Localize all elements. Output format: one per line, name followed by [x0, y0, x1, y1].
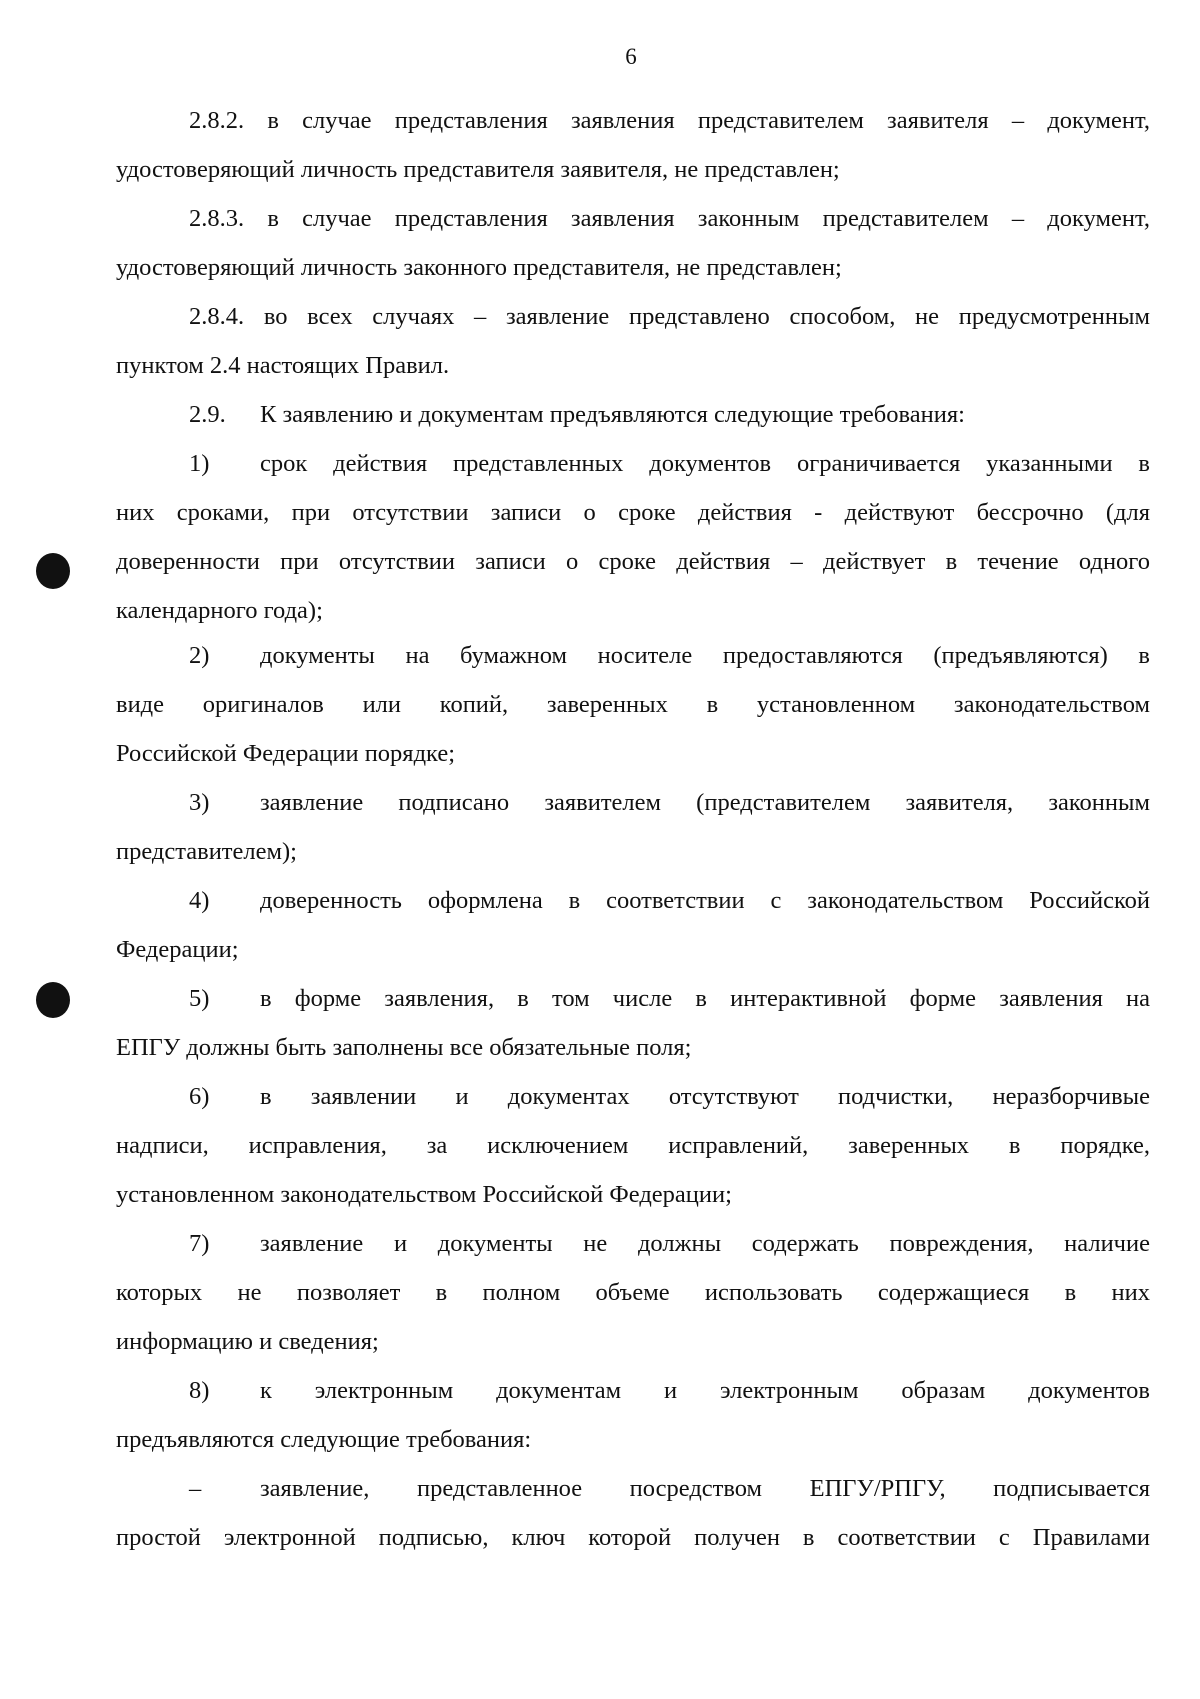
- document-body: [116, 96, 1150, 1562]
- punch-hole-bottom: [36, 982, 70, 1018]
- item-line: Российской Федерации порядке;: [116, 740, 456, 767]
- item-number: 3): [189, 789, 210, 816]
- item-line: к электронным документам и электронным образам документов: [260, 1377, 1150, 1404]
- list-item: [116, 876, 1150, 925]
- punch-hole-top: [36, 553, 70, 589]
- item-number: 4): [189, 887, 210, 914]
- list-item: [116, 631, 1150, 680]
- item-line: предъявляются следующие требования:: [116, 1426, 532, 1453]
- item-line: них сроками, при отсутствии записи о сроке действия - действуют бессрочно (для: [116, 499, 1150, 526]
- item-dash: –: [189, 1475, 202, 1502]
- item-number: 2): [189, 642, 210, 669]
- item-line: ЕПГУ должны быть заполнены все обязательные поля;: [116, 1034, 692, 1061]
- paragraph-number: 2.9.: [189, 401, 226, 428]
- item-line: виде оригиналов или копий, заверенных в установленном законодательством: [116, 691, 1150, 718]
- item-line: заявление, представленное посредством ЕПГУ/РПГУ, подписывается: [260, 1475, 1150, 1502]
- item-line: представителем);: [116, 838, 297, 865]
- item-line: в заявлении и документах отсутствуют подчистки, неразборчивые: [260, 1083, 1150, 1110]
- list-item: [116, 1219, 1150, 1268]
- item-line: которых не позволяет в полном объеме использовать содержащиеся в них: [116, 1279, 1150, 1306]
- item-line: установленном законодательством Российской Федерации;: [116, 1181, 732, 1208]
- paragraph-line: 2.8.3. в случае представления заявления законным представителем – документ,: [189, 205, 1150, 232]
- page-number: 6: [625, 44, 637, 69]
- item-line: Федерации;: [116, 936, 239, 963]
- paragraph-line: 2.8.2. в случае представления заявления представителем заявителя – документ,: [189, 107, 1150, 134]
- paragraph-2-9: [116, 390, 1150, 439]
- item-line: заявление подписано заявителем (представителем заявителя, законным: [260, 789, 1150, 816]
- item-number: 5): [189, 985, 210, 1012]
- list-item: [116, 1366, 1150, 1415]
- paragraph-line: удостоверяющий личность законного представителя, не представлен;: [116, 254, 842, 281]
- paragraph-line: К заявлению и документам предъявляются следующие требования:: [260, 401, 965, 428]
- list-item: [116, 439, 1150, 488]
- list-item: [116, 974, 1150, 1023]
- item-line: календарного года);: [116, 597, 323, 624]
- item-line: в форме заявления, в том числе в интерактивной форме заявления на: [260, 985, 1150, 1012]
- list-item: [116, 1072, 1150, 1121]
- item-number: 8): [189, 1377, 210, 1404]
- item-number: 6): [189, 1083, 210, 1110]
- item-number: 1): [189, 450, 210, 477]
- list-item: [116, 778, 1150, 827]
- item-line: доверенность оформлена в соответствии с законодательством Российской: [260, 887, 1150, 914]
- item-number: 7): [189, 1230, 210, 1257]
- item-line: доверенности при отсутствии записи о сроке действия – действует в течение одного: [116, 548, 1150, 575]
- item-line: заявление и документы не должны содержать повреждения, наличие: [260, 1230, 1150, 1257]
- paragraph-line: 2.8.4. во всех случаях – заявление представлено способом, не предусмотренным: [189, 303, 1150, 330]
- item-line: простой электронной подписью, ключ которой получен в соответствии с Правилами: [116, 1524, 1150, 1551]
- item-line: срок действия представленных документов ограничивается указанными в: [260, 450, 1150, 477]
- paragraph-line: удостоверяющий личность представителя заявителя, не представлен;: [116, 156, 840, 183]
- item-line: документы на бумажном носителе предоставляются (предъявляются) в: [260, 642, 1150, 669]
- item-line: информацию и сведения;: [116, 1328, 379, 1355]
- paragraph-line: пунктом 2.4 настоящих Правил.: [116, 352, 450, 379]
- item-line: надписи, исправления, за исключением исправлений, заверенных в порядке,: [116, 1132, 1150, 1159]
- list-item: [116, 1464, 1150, 1513]
